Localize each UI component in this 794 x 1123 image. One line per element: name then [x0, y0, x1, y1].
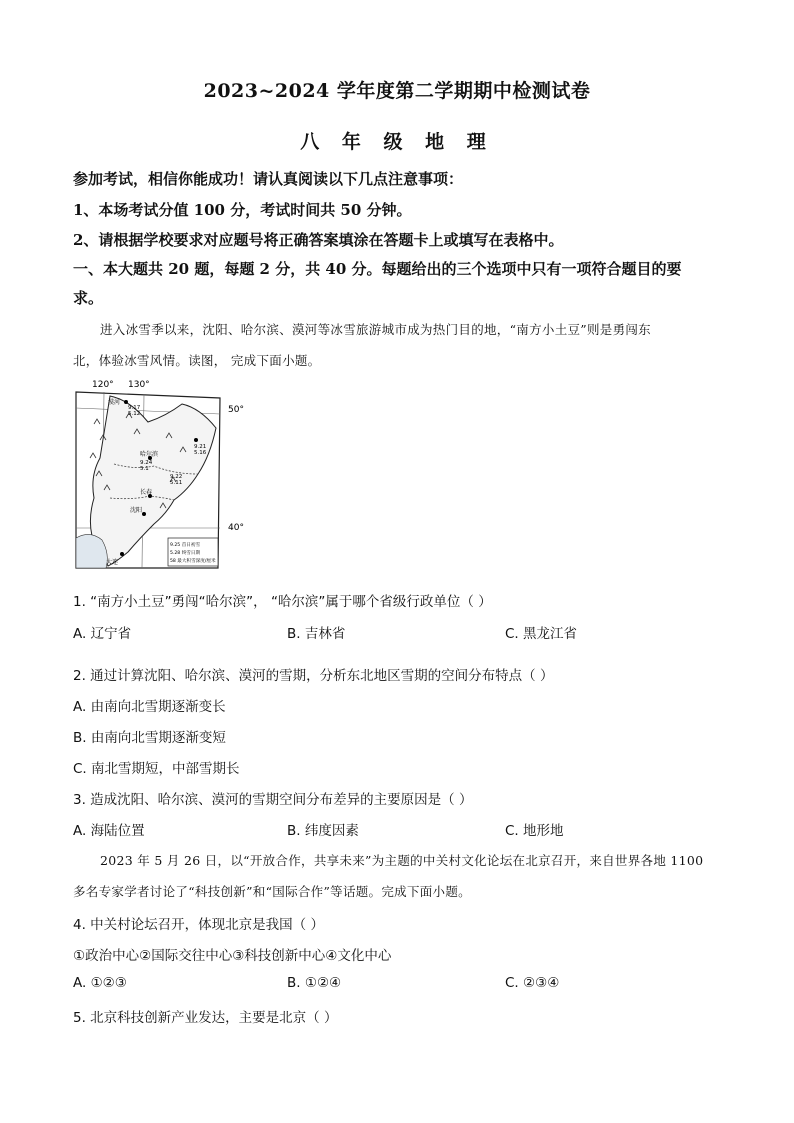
- date-label: 9.21: [194, 444, 207, 450]
- notice-intro: 参加考试，相信你能成功！请认真阅读以下几点注意事项：: [73, 170, 464, 188]
- question-1-options: [73, 622, 733, 642]
- exam-subtitle: 八 年 级 地 理: [300, 131, 494, 153]
- question-3-stem: 3. 造成沈阳、哈尔滨、漠河的雪期空间分布差异的主要原因是（ ）: [73, 792, 473, 808]
- city-label: 漠河: [108, 399, 121, 406]
- option-b[interactable]: B. 吉林省: [287, 626, 346, 642]
- option-a[interactable]: A. ①②③: [73, 975, 127, 991]
- option-a[interactable]: A. 由南向北雪期逐渐变长: [73, 699, 226, 715]
- option-a[interactable]: A. 海陆位置: [73, 823, 145, 839]
- notice-item: 2、请根据学校要求对应题号将正确答案填涂在答题卡上或填写在表格中。: [73, 231, 564, 249]
- legend-entry: 58 最大积雪深度/厘米: [170, 559, 216, 564]
- lat-label: 40°: [228, 523, 244, 533]
- passage-2-line: 2023 年 5 月 26 日，以“开放合作，共享未来”为主题的中关村文化论坛在北京召开，来自世界各地 1100: [100, 853, 704, 868]
- exam-title: 2023~2024 学年度第二学期期中检测试卷: [203, 80, 591, 102]
- legend-entry: 9.25 首日初雪: [170, 543, 201, 548]
- question-4-options: [73, 975, 733, 995]
- date-label: 9.24: [140, 460, 153, 466]
- question-4-statements: ①政治中心②国际交往中心③科技创新中心④文化中心: [73, 948, 392, 964]
- date-label: 5.12: [128, 411, 141, 417]
- city-label: 哈尔滨: [140, 451, 159, 458]
- option-a[interactable]: A. 辽宁省: [73, 626, 132, 642]
- city-label: 长春: [140, 489, 153, 496]
- option-c[interactable]: C. 黑龙江省: [505, 626, 578, 642]
- section-heading-cont: 求。: [73, 289, 104, 307]
- lon-label: 120°: [92, 380, 114, 390]
- date-label: 9.22: [170, 474, 183, 480]
- date-label: 5.16: [194, 450, 207, 456]
- question-1-stem: 1. “南方小土豆”勇闯“哈尔滨”， “哈尔滨”属于哪个省级行政单位（ ）: [73, 594, 492, 610]
- question-2-stem: 2. 通过计算沈阳、哈尔滨、漠河的雪期，分析东北地区雪期的空间分布特点（ ）: [73, 668, 554, 684]
- date-label: 5.1: [140, 466, 149, 472]
- city-label: 沈阳: [130, 507, 143, 514]
- passage-2-line: 多名专家学者讨论了“科技创新”和“国际合作”等话题。完成下面小题。: [73, 884, 471, 899]
- question-3-options: [73, 819, 733, 839]
- option-c[interactable]: C. 南北雪期短，中部雪期长: [73, 761, 240, 777]
- passage-1-line: 进入冰雪季以来，沈阳、哈尔滨、漠河等冰雪旅游城市成为热门目的地，“南方小土豆”则是勇闯东: [100, 322, 651, 337]
- notice-item: 1、本场考试分值 100 分，考试时间共 50 分钟。: [73, 201, 412, 219]
- northeast-china-map: [70, 378, 246, 578]
- lon-label: 130°: [128, 380, 150, 390]
- city-label: 大连: [106, 559, 119, 566]
- option-b[interactable]: B. 纬度因素: [287, 823, 359, 839]
- question-5-stem: 5. 北京科技创新产业发达，主要是北京（ ）: [73, 1010, 338, 1026]
- option-c[interactable]: C. 地形地: [505, 823, 564, 839]
- option-c[interactable]: C. ②③④: [505, 975, 560, 991]
- question-4-stem: 4. 中关村论坛召开，体现北京是我国（ ）: [73, 917, 324, 933]
- lat-label: 50°: [228, 405, 244, 415]
- date-label: 9.17: [128, 405, 141, 411]
- passage-1-line: 北，体验冰雪风情。读图， 完成下面小题。: [73, 353, 321, 368]
- legend-entry: 5.28 终雪日期: [170, 551, 201, 556]
- section-heading: 一、本大题共 20 题，每题 2 分，共 40 分。每题给出的三个选项中只有一项符合题目的要: [73, 260, 682, 278]
- date-label: 5.11: [170, 480, 183, 486]
- option-b[interactable]: B. ①②④: [287, 975, 342, 991]
- option-b[interactable]: B. 由南向北雪期逐渐变短: [73, 730, 226, 746]
